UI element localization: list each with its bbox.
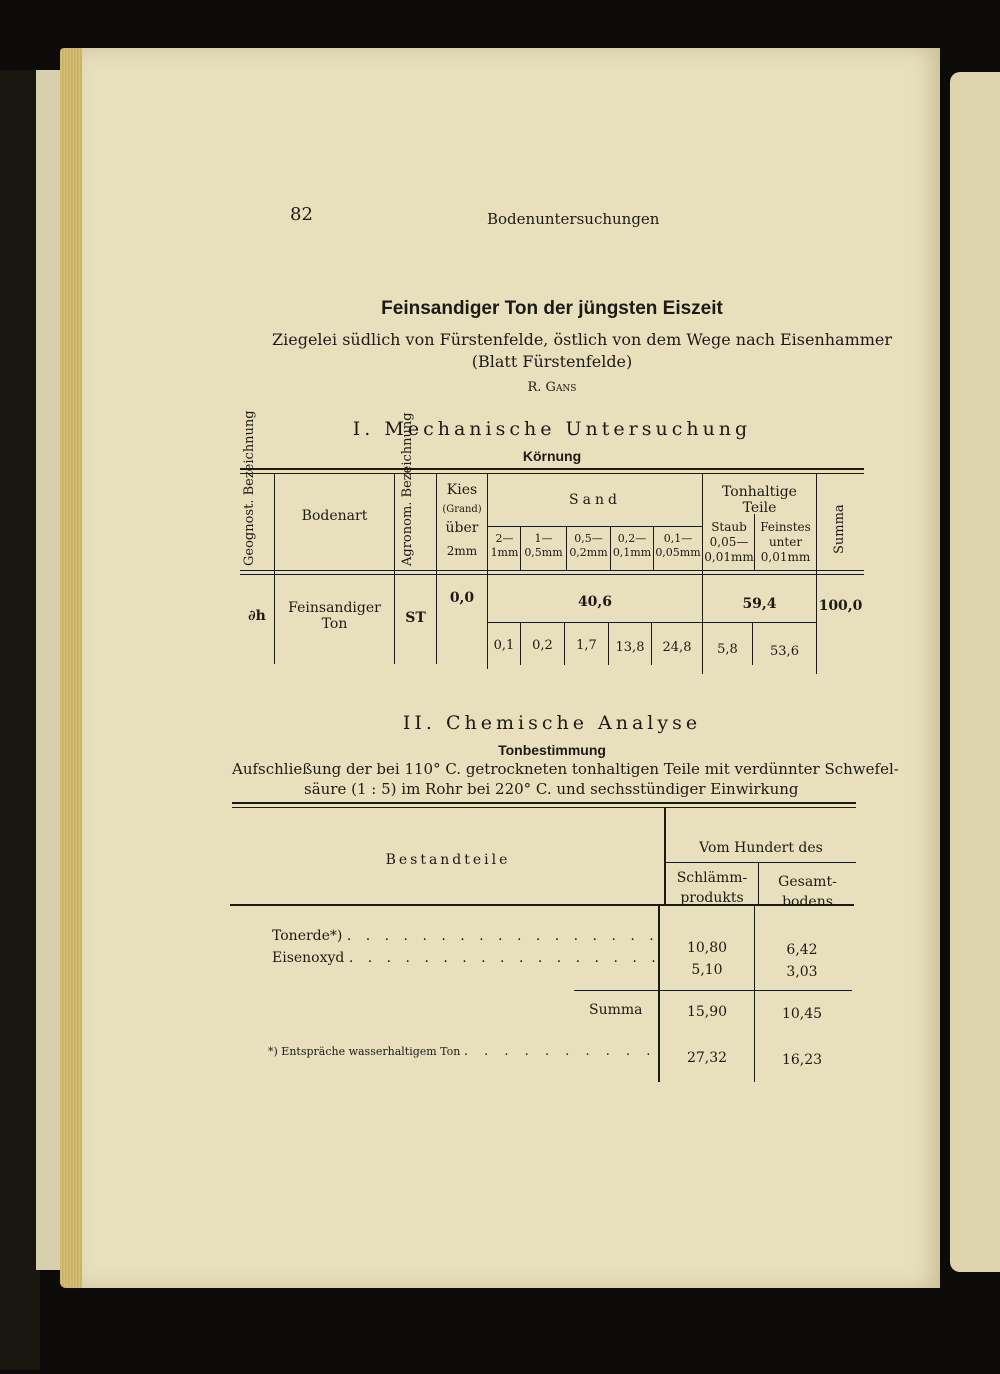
section-1-heading: I. Mechanische Untersuchung bbox=[352, 418, 752, 440]
row-tonerde-label: Tonerde*) . . . . . . . . . . . . . . . . . bbox=[272, 928, 659, 944]
table1-ton-total-rule bbox=[703, 622, 816, 623]
agronom-label: Agronom. Bezeichnung bbox=[400, 412, 415, 566]
col-header-gesamt-1: Gesamt- bbox=[778, 874, 837, 890]
summa-schlaemm: 15,90 bbox=[686, 1004, 728, 1020]
sand-range-1: 2—1mm bbox=[490, 532, 519, 559]
col-header-kies: Kies bbox=[446, 482, 478, 498]
footnote-gesamt: 16,23 bbox=[781, 1052, 823, 1068]
location-line-2: (Blatt Fürstenfelde) bbox=[471, 352, 633, 371]
sand-value-3: 1,7 bbox=[576, 638, 597, 653]
col-header-agronom bbox=[395, 412, 436, 570]
geognost-label: Geognost. Bezeichnung bbox=[242, 410, 257, 566]
running-title: Bodenuntersuchungen bbox=[487, 210, 660, 228]
col-header-geognost bbox=[240, 410, 274, 570]
ton-value-staub: 5,8 bbox=[717, 642, 738, 657]
col-header-bodenart: Bodenart bbox=[301, 508, 368, 524]
footnote-label: *) Entspräche wasserhaltigem Ton bbox=[268, 1045, 461, 1058]
location-line-1: Ziegelei südlich von Fürstenfelde, östlich von dem Wege nach Eisenhammer bbox=[272, 330, 893, 349]
row-kies: 0,0 bbox=[449, 590, 475, 606]
sand-range-4: 0,2—0,1mm bbox=[612, 532, 652, 559]
row-tonerde-name: Tonerde*) bbox=[272, 928, 343, 944]
footnote-row: *) Entspräche wasserhaltigem Ton . . . . . . . . . . bbox=[268, 1044, 657, 1059]
row-summa: 100,0 bbox=[818, 598, 863, 614]
sand-range-3: 0,5—0,2mm bbox=[569, 532, 608, 559]
table1-header-rule-2 bbox=[240, 574, 864, 575]
col-header-bestandteile: Bestandteile bbox=[385, 852, 511, 868]
table1-top-rule bbox=[240, 468, 864, 470]
table2-top-rule bbox=[232, 802, 856, 804]
sand-range-5: 0,1—0,05mm bbox=[655, 532, 701, 559]
sand-value-1: 0,1 bbox=[493, 638, 515, 653]
col-header-kies-ueber: über bbox=[445, 520, 479, 536]
col-header-sand: Sand bbox=[569, 492, 621, 508]
table2-summa-rule bbox=[574, 990, 852, 991]
analysis-desc-2: säure (1 : 5) im Rohr bei 220° C. und sechsstündiger Einwirkung bbox=[304, 780, 799, 798]
row-bodenart-2: Ton bbox=[321, 616, 348, 632]
analysis-desc-1: Aufschließung der bei 110° C. getrockneten tonhaltigen Teile mit verdünnter Schwefel- bbox=[232, 760, 899, 778]
right-page-edge bbox=[950, 72, 1000, 1272]
row-bodenart-1: Feinsandiger bbox=[288, 600, 381, 616]
row-sand-total: 40,6 bbox=[577, 594, 613, 610]
row-agronom: ST bbox=[405, 610, 426, 626]
row-ton-total: 59,4 bbox=[742, 596, 777, 612]
table2-top-rule-thin bbox=[232, 807, 856, 808]
col-header-schlaemm-1: Schlämm- bbox=[676, 870, 748, 886]
book-spine bbox=[0, 70, 40, 1370]
section-1-subheading: Körnung bbox=[522, 448, 582, 464]
col-header-feinstes: Feinstes unter 0,01mm bbox=[760, 520, 811, 564]
summa-label-row: Summa bbox=[589, 1002, 643, 1018]
section-2-subheading: Tonbestimmung bbox=[498, 742, 606, 758]
col-header-kies-size: 2mm bbox=[446, 544, 478, 558]
summa-label: Summa bbox=[832, 504, 847, 554]
footnote-schlaemm: 27,32 bbox=[686, 1050, 728, 1066]
row-geognost: ∂h bbox=[248, 608, 266, 624]
row-eisenoxyd-schlaemm: 5,10 bbox=[691, 962, 723, 978]
row-tonerde-gesamt: 6,42 bbox=[786, 942, 818, 958]
table2-vom-hundert-rule bbox=[666, 862, 856, 863]
col-header-schlaemm-2: produkts bbox=[680, 890, 744, 906]
sand-range-2: 1—0,5mm bbox=[524, 532, 563, 559]
row-eisenoxyd-name: Eisenoxyd bbox=[272, 950, 345, 966]
col-header-vom-hundert: Vom Hundert des bbox=[699, 840, 823, 856]
page-number: 82 bbox=[290, 204, 313, 225]
col-header-gesamt-2: bodens bbox=[782, 894, 833, 910]
sand-value-5: 24,8 bbox=[662, 640, 692, 655]
main-title: Feinsandiger Ton der jüngsten Eiszeit bbox=[381, 298, 723, 319]
section-2-heading: II. Chemische Analyse bbox=[402, 712, 702, 734]
summa-gesamt: 10,45 bbox=[781, 1006, 823, 1022]
row-tonerde-schlaemm: 10,80 bbox=[686, 940, 728, 956]
col-header-kies-sub: (Grand) bbox=[442, 504, 482, 515]
book-page bbox=[82, 48, 940, 1288]
sand-value-2: 0,2 bbox=[532, 638, 553, 653]
table1-vline bbox=[274, 474, 275, 664]
table1-header-rule bbox=[240, 570, 864, 571]
author: R. Gans bbox=[527, 380, 577, 395]
row-eisenoxyd-label: Eisenoxyd . . . . . . . . . . . . . . . . . bbox=[272, 950, 661, 966]
col-header-tonhaltige: Tonhaltige Teile bbox=[722, 484, 797, 516]
col-header-staub: Staub 0,05—0,01mm bbox=[704, 520, 754, 564]
ton-value-feinstes: 53,6 bbox=[770, 644, 799, 659]
row-eisenoxyd-gesamt: 3,03 bbox=[786, 964, 818, 980]
table1-top-rule-thin bbox=[240, 473, 864, 474]
table1-vline bbox=[436, 474, 437, 664]
sand-value-4: 13,8 bbox=[615, 640, 645, 655]
col-header-summa bbox=[817, 474, 864, 570]
